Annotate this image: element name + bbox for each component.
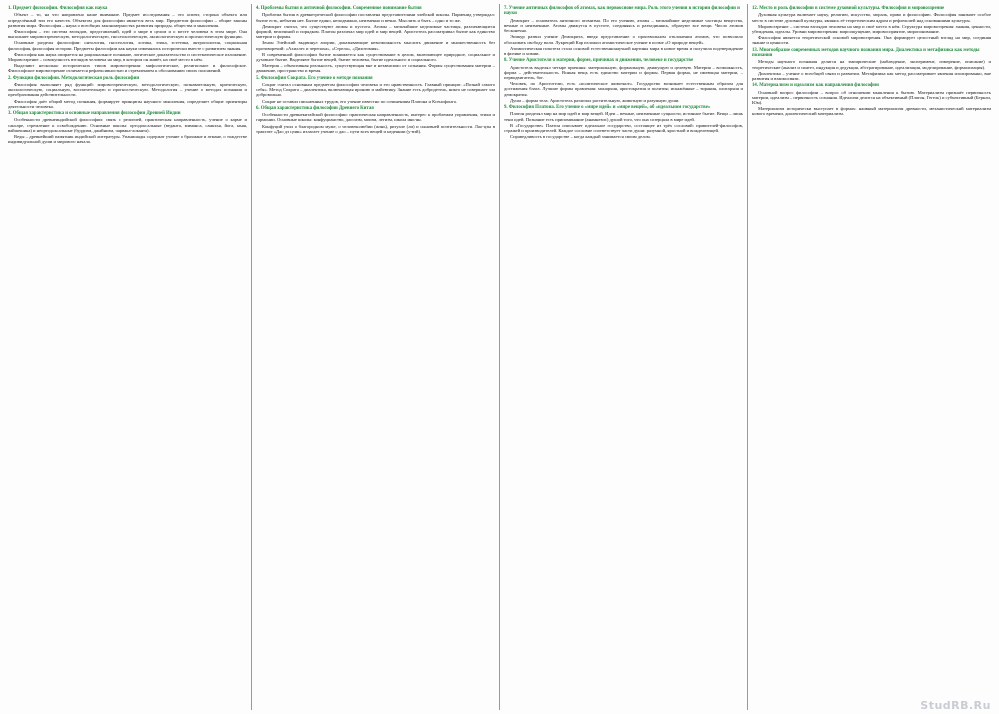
section-paragraph: Философия является теоретической основой мировоззрения. Она формирует целостный взгляд на мир, соединяя знание и ценности. [752, 35, 991, 46]
section-paragraph: Атомистическая гипотеза стала основой естественнонаучной картины мира в новое время и получила подтверждение в физике и химии. [504, 45, 743, 57]
section-paragraph: Основной вопрос философии – вопрос об отношении мышления к бытию. Материализм признаёт первичность материи, идеализм – первичность сознания. Идеализм делится на объективный (Платон, Гегель) и субъективный (Беркли, Юм). [752, 89, 991, 106]
watermark: StudRB.Ru [920, 699, 991, 712]
section-title: 9. Философия Платона. Его учение о «мире идей» и «мире вещей», об «идеальном государстве» [504, 105, 711, 111]
section-paragraph: Эпикур развил учение Демокрита, введя представление о произвольном отклонении атомов, что позволило обосновать свободу воли. Лукреций Кар изложил атомистическое учение в поэме «О природе вещей». [504, 34, 743, 45]
column-4 [748, 4, 995, 710]
section-title: 5. Философия Сократа. Его учение о методе познания [256, 75, 373, 81]
section-paragraph: Проблема бытия в древнегреческой философии поставлена представителями элейской школы. Парменид утверждал: бытие есть, небытия нет. Бытие едино, неподвижно, неизменно и вечно. Мыслить и быть – одно и то же. [256, 12, 495, 23]
section-title: 3. Общая характеристика и основные направления философии Древней Индии [8, 111, 181, 117]
section-paragraph: Платон разделял мир на мир идей и мир вещей. Идеи – вечные, неизменные сущности, истинное бытие. Вещи – лишь тени идей. Познание есть припоминание (анамнезис) душой того, что она созерцала в мире идей. [504, 111, 743, 122]
section-paragraph: Философия – это система взглядов, представлений, идей о мире в целом и о месте человека в этом мире. Она выполняет мировоззренческую, методологическую, гносеологическую, аксиологическую и прогностическую функции. [8, 29, 247, 40]
section-paragraph: Объект – то, на что направлено наше внимание. Предмет исследования – это аспект, сторона объекта или определённый тип его качеств. Объектом для философии является весь мир. Предметом философии – общие законы развития мира. Философия – наука о всеобщих закономерностях развития природы, общества и мышления. [8, 12, 247, 28]
section-paragraph: Справедливость в государстве – когда каждый занимается своим делом. [510, 134, 651, 140]
section-paragraph: Философия как наука опирается на рациональное познание, логическое доказательство и систематическое изложение. Мировоззрение – совокупность взглядов человека на мир, в котором он живёт, на своё место в нём. [8, 51, 247, 63]
section-title: 8. Учение Аристотеля о материи, форме, причинах и движении, человеке и государстве [504, 58, 694, 64]
section-paragraph: Особенности древнеиндийской философии: связь с религией, практическая направленность, учение о карме и сансаре, стремление к освобождению. Основные школы: ортодоксальные (веданта, миманса, санкхья, йога, ньяя, вайшешика) и неортодоксальные (буддизм, джайнизм, чарвака-локаята). [8, 117, 247, 133]
section-paragraph: Демокрит считал, что существуют атомы и пустота. Атомы – мельчайшие неделимые частицы, различающиеся формой, величиной и порядком. Платон различал мир идей и мир вещей. Аристотель рассматривал бытие как единство материи и формы. [256, 23, 495, 40]
section-paragraph: Философия выполняет ряд функций: мировоззренческую, методологическую, познавательную, критическую, аксиологическую, социальную, воспитательную и прогностическую. Методология – учение о методах познания и преобразования действительности. [8, 82, 247, 98]
section-title: 2. Функции философии. Методологическая роль философии [8, 75, 140, 81]
section-paragraph: В современной философии бытие понимается как существование в целом, включающее природное, социальное и духовное бытие. Выделяют бытие вещей, бытие человека, бытие идеального и социального. [256, 51, 495, 63]
column-2 [252, 4, 500, 710]
section-paragraph: Конфуций учил о благородном муже, о человеколюбии (жэнь), ритуале (ли) и сыновней почтительности. Лао-цзы в трактате «Дао дэ цзин» излагает учение о дао – пути всех вещей и недеянии (у-вэй). [256, 123, 495, 134]
section-title: 6. Общая характеристика философии Древнего Китая [256, 105, 374, 111]
column-1 [4, 4, 252, 710]
section-paragraph: Диалектика – учение о всеобщей связи и развитии. Метафизика как метод рассматривает явления изолированно, вне развития и взаимосвязи. [752, 70, 991, 82]
section-title: 4. Проблемы бытия в античной философии. Современное понимание бытия [256, 6, 422, 11]
section-paragraph: Человек, по Аристотелю, есть «политическое животное». Государство возникает естественным образом для достижения блага. Лучшие формы правления: монархия, аристократия и полития; искажённые – тирания, олигархия и демократия. [504, 81, 743, 97]
section-paragraph: Мировоззрение – система взглядов человека на мир и своё место в нём. Структура мировоззрения: знания, ценности, убеждения, идеалы. Уровни мировоззрения: мироощущение, мировосприятие, миропонимание. [752, 23, 991, 35]
section-paragraph: Веды – древнейший памятник индийской литературы. Упанишады содержат учение о брахмане и атмане, о тождестве индивидуальной души и мирового начала. [8, 134, 247, 145]
section-title: 13. Многообразие современных методов научного познания мира. Диалектика и метафизика как методы познания [752, 47, 980, 59]
section-paragraph: Философия даёт общий метод познания, формирует принципы научного мышления, определяет общие ориентиры деятельности человека. [8, 98, 247, 109]
section-title: 14. Материализм и идеализм как направления философии [752, 83, 879, 89]
section-paragraph: Выделяют несколько исторических типов мировоззрения: мифологическое, религиозное и философское. Философское мировоззрение отличается рефлексивностью и стремлением к обоснованию своих положений. [8, 63, 247, 74]
column-3 [500, 4, 748, 710]
section-title: 7. Учение античных философов об атомах, как первооснове мира. Роль этого учения в истории философии и науки [504, 6, 740, 17]
section-paragraph: Душа – форма тела. Аристотель различал растительную, животную и разумную души. [510, 97, 680, 103]
section-paragraph: Материализм исторически выступает в формах: наивный материализм древности, механистический материализм нового времени, диалектический материализм. [752, 106, 991, 117]
section-title: 12. Место и роль философии в системе духовной культуры. Философия и мировоззрение [752, 6, 945, 11]
section-paragraph: В «Государстве» Платон описывает идеальное государство, состоящее из трёх сословий: правителей-философов, стражей и производителей. Каждое сословие соответствует части души: разумной, яростной и вожделеющей. [504, 122, 743, 134]
section-paragraph: Методы научного познания делятся на эмпирические (наблюдение, эксперимент, измерение, описание) и теоретические (анализ и синтез, индукция и дедукция, абстрагирование, идеализация, моделирование, формализация). [752, 59, 991, 70]
section-paragraph: Аристотель выделял четыре причины: материальную, формальную, движущую и целевую. Материя – возможность, форма – действительность. Всякая вещь есть единство материи и формы. Первая форма, не имеющая материи, – перводвигатель, бог. [504, 64, 743, 81]
section-paragraph: Зенон Элейский выдвинул апории, доказывающие невозможность мыслить движение и множественность без противоречий: «Ахиллес и черепаха», «Стрела», «Дихотомия». [256, 40, 495, 51]
section-paragraph: Демокрит – основатель античного атомизма. По его учению, атомы – мельчайшие неделимые частицы вещества, вечные и неизменные. Атомы движутся в пустоте, соединяясь и разъединяясь, образуют все вещи. Число атомов бесконечно. [504, 17, 743, 34]
section-paragraph: Сократ считал основным предметом философии человека и его нравственность. Главный принцип: «Познай самого себя». Метод Сократа – диалектика, включающая иронию и майевтику. Знание есть добродетель, никто не совершает зла добровольно. [256, 82, 495, 98]
section-paragraph: Материя – объективная реальность, существующая вне и независимо от сознания. Формы существования материи – движение, пространство и время. [256, 63, 495, 74]
section-title: 1. Предмет философии. Философия как наука [8, 6, 108, 11]
section-paragraph: Духовная культура включает науку, религию, искусство, мораль, право и философию. Философия занимает особое место в системе духовной культуры, являясь её теоретическим ядром и рефлексией над основаниями культуры. [752, 12, 991, 23]
document-page [4, 4, 995, 710]
section-paragraph: Сократ не оставил письменных трудов, его учение известно по сочинениям Платона и Ксенофонта. [262, 98, 457, 104]
section-paragraph: Основные разделы философии: онтология, гносеология, логика, этика, эстетика, антропология, социальная философия, философия истории. Предметы философии как науки изменялись исторически вместе с развитием знания. [8, 40, 247, 51]
section-paragraph: Особенности древнекитайской философии: практическая направленность, интерес к проблемам управления, этики и гармонии. Основные школы: конфуцианство, даосизм, моизм, легизм, школа инь-ян. [256, 112, 495, 123]
